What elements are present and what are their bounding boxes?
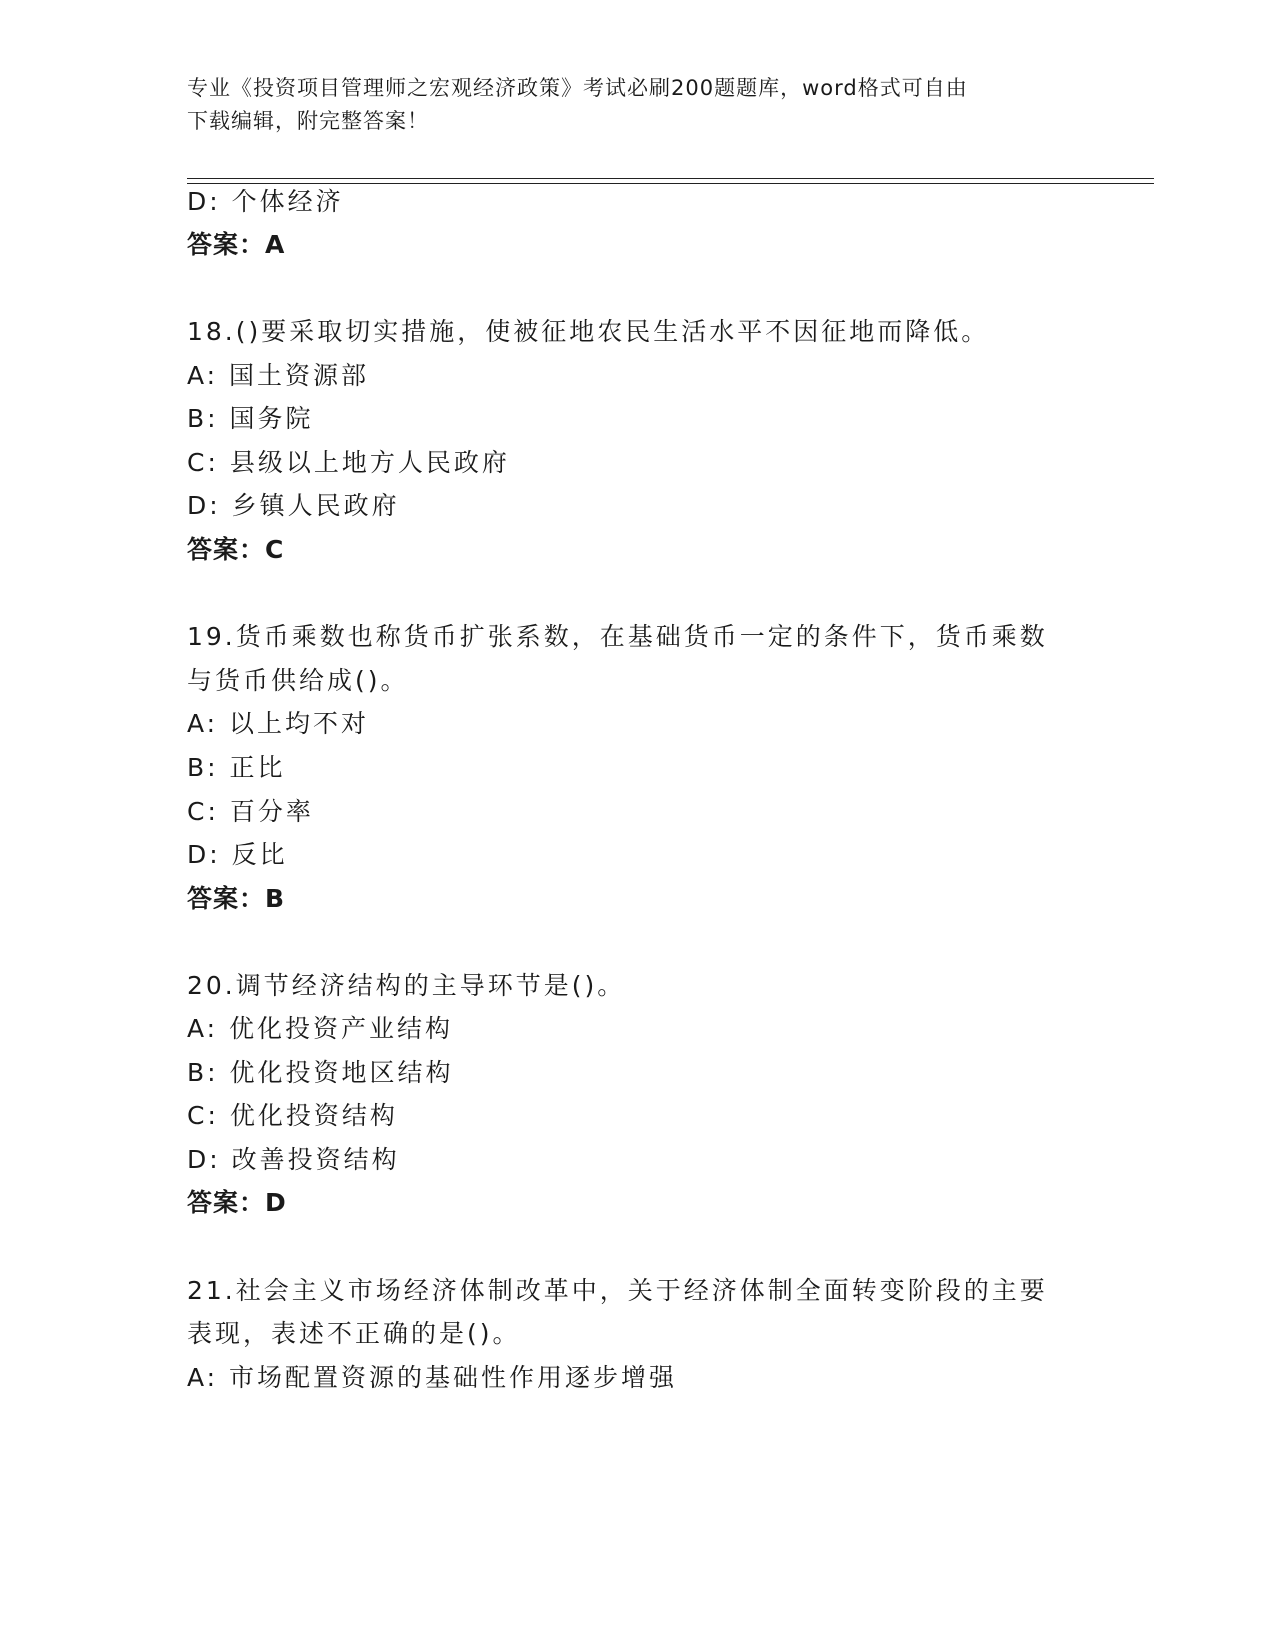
q18-option-a: A: 国土资源部 — [187, 361, 370, 390]
q21-option-a: A: 市场配置资源的基础性作用逐步增强 — [187, 1363, 678, 1392]
q20-option-c: C: 优化投资结构 — [187, 1101, 398, 1130]
q17-option-d: D: 个体经济 — [187, 187, 344, 216]
header-divider-bottom — [187, 183, 1154, 184]
q17-answer: 答案：A — [187, 230, 286, 259]
q20-answer: 答案：D — [187, 1188, 287, 1217]
header-line-2: 下载编辑，附完整答案！ — [187, 109, 429, 133]
q18-option-b: B: 国务院 — [187, 404, 314, 433]
q18-option-c: C: 县级以上地方人民政府 — [187, 448, 510, 477]
q19-answer: 答案：B — [187, 884, 286, 913]
q19-option-a: A: 以上均不对 — [187, 709, 370, 738]
q19-question-line-2: 与货币供给成()。 — [187, 666, 409, 695]
q21-question-line-1: 21.社会主义市场经济体制改革中，关于经济体制全面转变阶段的主要 — [187, 1276, 1048, 1305]
q19-option-b: B: 正比 — [187, 753, 286, 782]
q20-option-b: B: 优化投资地区结构 — [187, 1058, 454, 1087]
q19-option-d: D: 反比 — [187, 840, 288, 869]
document-header — [187, 72, 1067, 138]
q18-option-d: D: 乡镇人民政府 — [187, 491, 400, 520]
q18-question: 18.()要采取切实措施，使被征地农民生活水平不因征地而降低。 — [187, 317, 990, 346]
header-line-1: 专业《投资项目管理师之宏观经济政策》考试必刷200题题库，word格式可自由 — [187, 76, 968, 100]
q18-answer: 答案：C — [187, 535, 285, 564]
q19-question-line-1: 19.货币乘数也称货币扩张系数，在基础货币一定的条件下，货币乘数 — [187, 622, 1048, 651]
q20-question: 20.调节经济结构的主导环节是()。 — [187, 971, 626, 1000]
q20-option-d: D: 改善投资结构 — [187, 1145, 400, 1174]
q20-option-a: A: 优化投资产业结构 — [187, 1014, 454, 1043]
q19-option-c: C: 百分率 — [187, 797, 314, 826]
header-divider-top — [187, 178, 1154, 179]
q21-question-line-2: 表现，表述不正确的是()。 — [187, 1319, 521, 1348]
